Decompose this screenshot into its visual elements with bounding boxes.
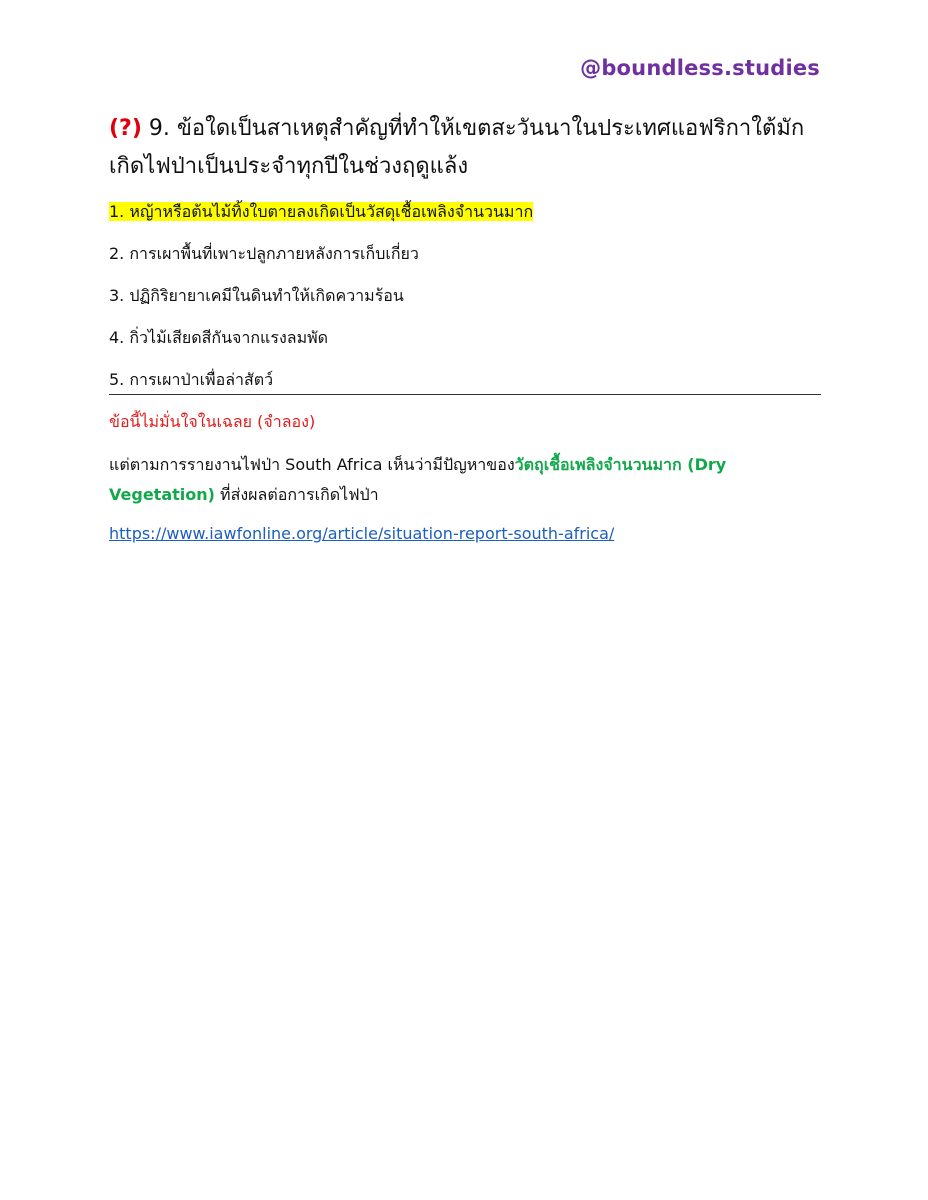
answer-option-label: 5. การเผาป่าเพื่อล่าสัตว์ xyxy=(109,370,274,389)
reference-link[interactable]: https://www.iawfonline.org/article/situation-report-south-africa/ xyxy=(109,524,615,543)
answer-option-label: 3. ปฏิกิริยายาเคมีในดินทำให้เกิดความร้อน xyxy=(109,286,404,305)
answer-option-2 xyxy=(109,239,821,269)
answer-option-4 xyxy=(109,323,821,353)
answer-options xyxy=(109,197,821,407)
explanation-text: แต่ตามการรายงานไฟป่า South Africa เห็นว่ามีปัญหาของ xyxy=(109,455,515,474)
question-mark-label: (?) xyxy=(109,116,142,141)
divider xyxy=(109,394,821,395)
question xyxy=(109,110,819,186)
explanation-text-end: ที่ส่งผลต่อการเกิดไฟป่า xyxy=(214,485,379,504)
uncertainty-note: ข้อนี้ไม่มั่นใจในเฉลย (จำลอง) xyxy=(109,412,316,431)
explanation xyxy=(109,450,821,510)
answer-option-1 xyxy=(109,197,821,227)
author-handle: @boundless.studies xyxy=(580,56,820,80)
question-text: 9. ข้อใดเป็นสาเหตุสำคัญที่ทำให้เขตสะวันนาในประเทศแอฟริกาใต้มักเกิดไฟป่าเป็นประจำทุกปีในช่วงฤดูแล้ง xyxy=(109,116,805,179)
explanation-emphasis: วัตถุเชื้อเพลิงจำนวนมาก (Dry Vegetation) xyxy=(109,455,727,504)
answer-option-5 xyxy=(109,365,821,395)
answer-option-label: 1. หญ้าหรือต้นไม้ทิ้งใบตายลงเกิดเป็นวัสดุเชื้อเพลิงจำนวนมาก xyxy=(109,202,534,221)
answer-option-label: 2. การเผาพื้นที่เพาะปลูกภายหลังการเก็บเกี่ยว xyxy=(109,244,419,263)
answer-option-3 xyxy=(109,281,821,311)
answer-option-label: 4. กิ่วไม้เสียดสีกันจากแรงลมพัด xyxy=(109,328,329,347)
